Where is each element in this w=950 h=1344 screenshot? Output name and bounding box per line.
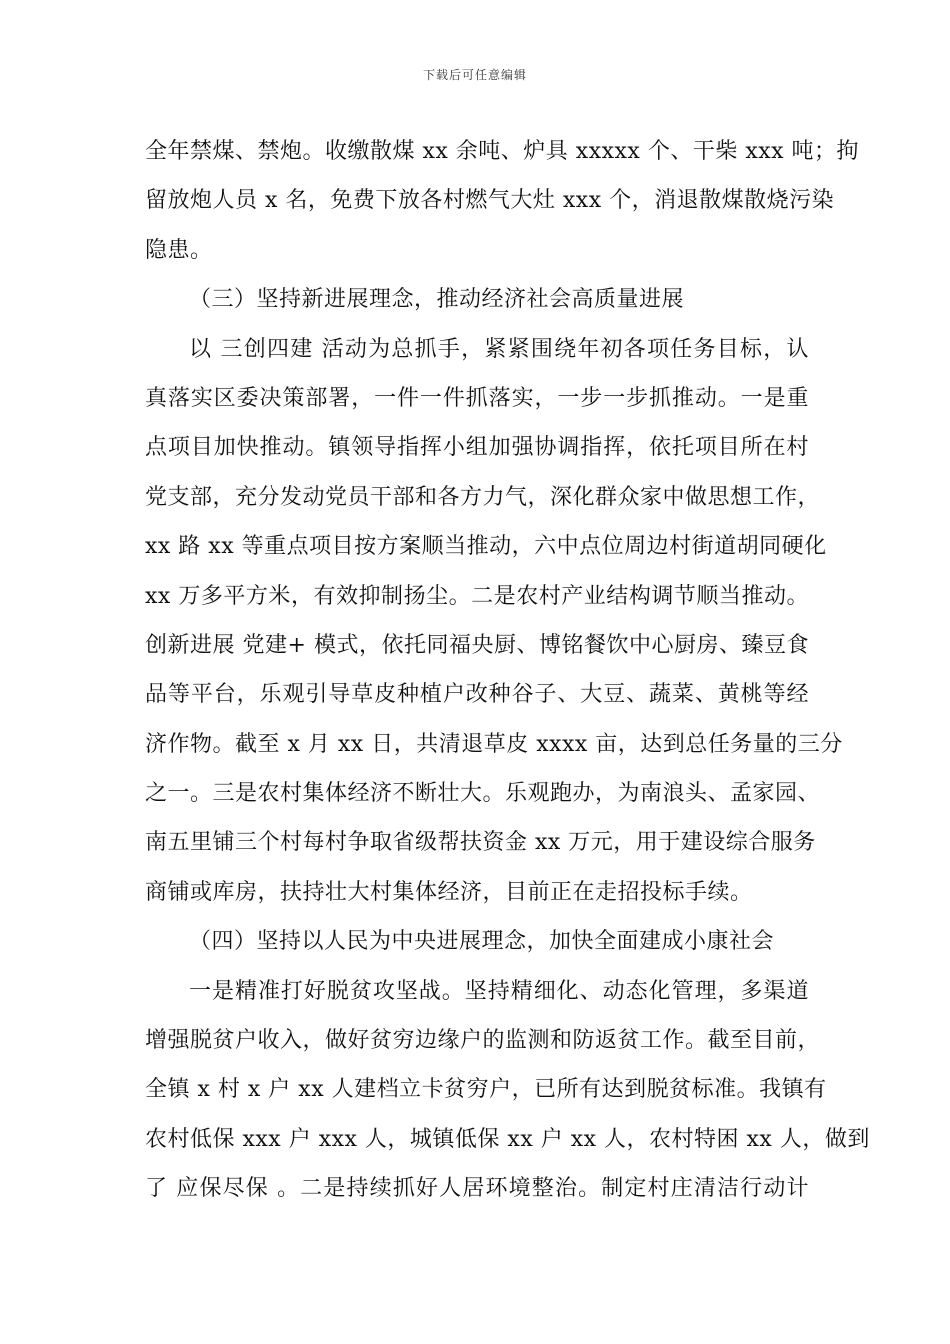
- body-line: 之一。三是农村集体经济不断壮大。乐观跑办，为南浪头、孟家园、: [145, 781, 821, 807]
- body-line: xx 路 xx 等重点项目按方案顺当推动，六中点位周边村街道胡同硬化: [145, 534, 827, 560]
- body-line: 创新进展 党建+ 模式，依托同福央厨、博铭餐饮中心厨房、臻豆食: [145, 632, 809, 658]
- body-line: 全年禁煤、禁炮。收缴散煤 xx 余吨、炉具 xxxxx 个、干柴 xxx 吨；拘: [145, 139, 860, 164]
- body-line: 以 三创四建 活动为总抓手，紧紧围绕年初各项任务目标，认: [189, 336, 809, 362]
- body-line: 一是精准打好脱贫攻坚战。坚持精细化、动态化管理，多渠道: [189, 978, 809, 1004]
- body-line: 全镇 x 村 x 户 xx 人建档立卡贫穷户，已所有达到脱贫标准。我镇有: [145, 1077, 827, 1103]
- body-line: 品等平台，乐观引导草皮种植户改种谷子、大豆、蔬菜、黄桃等经: [145, 682, 809, 708]
- section-heading-3: （三）坚持新进展理念，推动经济社会高质量进展: [189, 287, 685, 313]
- body-line: 党支部，充分发动党员干部和各方力气，深化群众家中做思想工作，: [145, 484, 821, 510]
- body-line: 南五里铺三个村每村争取省级帮扶资金 xx 万元，用于建设综合服务: [145, 830, 816, 856]
- section-heading-4: （四）坚持以人民为中央进展理念，加快全面建成小康社会: [189, 929, 775, 955]
- body-line: xx 万多平方米，有效抑制扬尘。二是农村产业结构调节顺当推动。: [145, 583, 809, 609]
- document-body: [145, 127, 870, 1214]
- body-line: 农村低保 xxx 户 xxx 人，城镇低保 xx 户 xx 人，农村特困 xx 人，做到: [145, 1126, 870, 1152]
- body-line: 隐患。: [145, 237, 213, 263]
- body-line: 留放炮人员 x 名，免费下放各村燃气大灶 xxx 个，消退散煤散烧污染: [145, 188, 835, 214]
- body-line: 商铺或库房，扶持壮大村集体经济，目前正在走招投标手续。: [145, 879, 753, 905]
- body-line: 增强脱贫户收入，做好贫穷边缘户的监测和防返贫工作。截至目前，: [145, 1028, 821, 1054]
- body-line: 真落实区委决策部署，一件一件抓落实，一步一步抓推动。一是重: [145, 385, 809, 411]
- page-header: 下载后可任意编辑: [422, 68, 527, 82]
- body-line: 了 应保尽保 。二是持续抓好人居环境整治。制定村庄清洁行动计: [145, 1176, 809, 1202]
- body-line: 济作物。截至 x 月 xx 日，共清退草皮 xxxx 亩，达到总任务量的三分: [145, 731, 843, 757]
- body-line: 点项目加快推动。镇领导指挥小组加强协调指挥，依托项目所在村: [145, 435, 809, 461]
